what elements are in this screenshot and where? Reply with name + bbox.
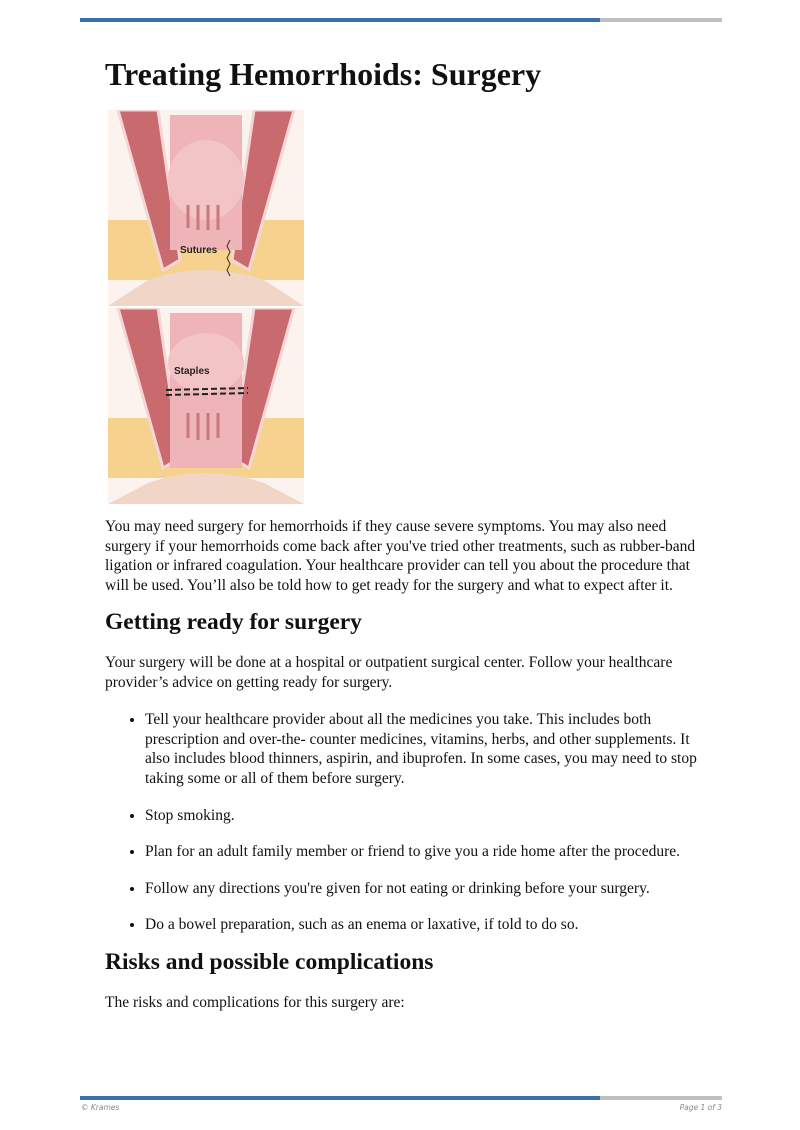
staples-label: Staples <box>174 366 210 377</box>
sutures-illustration <box>108 110 304 306</box>
section-heading-risks: Risks and possible complications <box>105 948 434 975</box>
list-item: • Stop smoking. <box>145 806 705 826</box>
footer-page-number: Page 1 of 3 <box>679 1103 722 1112</box>
article-body <box>105 517 705 1030</box>
list-item: • Do a bowel preparation, such as an enema or laxative, if told to do so. <box>145 915 705 935</box>
section-heading-getting-ready: Getting ready for surgery <box>105 609 362 636</box>
intro-paragraph: You may need surgery for hemorrhoids if they cause severe symptoms. You may also need surgery if your hemorrhoids come back after you've tried other treatments, such as rubber-band ligation or infrared coagulation. Your healthcare provider can tell you about the procedure that will be used. You’ll also be told how to get ready for the surgery and what to expect after it. <box>105 518 696 594</box>
risks-paragraph: The risks and complications for this surgery are: <box>105 993 405 1011</box>
footer-progress-bar <box>80 1096 722 1100</box>
page-title: Treating Hemorrhoids: Surgery <box>105 56 542 92</box>
preparation-list <box>105 710 705 935</box>
header-progress-bar <box>80 18 722 22</box>
getting-ready-paragraph: Your surgery will be done at a hospital or outpatient surgical center. Follow your healthcare provider’s advice on getting ready for surgery. <box>105 653 673 691</box>
staples-illustration <box>108 308 304 504</box>
list-item: • Plan for an adult family member or friend to give you a ride home after the procedure. <box>145 842 705 862</box>
sutures-label: Sutures <box>180 245 218 256</box>
footer-copyright: © Krames <box>81 1103 120 1112</box>
list-item: • Tell your healthcare provider about all the medicines you take. This includes both prescription and over-the- counter medicines, vitamins, herbs, and other supplements. It also includes blood thinners, aspirin, and ibuprofen. In some cases, you may need to stop taking some or all of them before surgery. <box>145 710 705 788</box>
list-item: • Follow any directions you're given for not eating or drinking before your surgery. <box>145 879 705 899</box>
